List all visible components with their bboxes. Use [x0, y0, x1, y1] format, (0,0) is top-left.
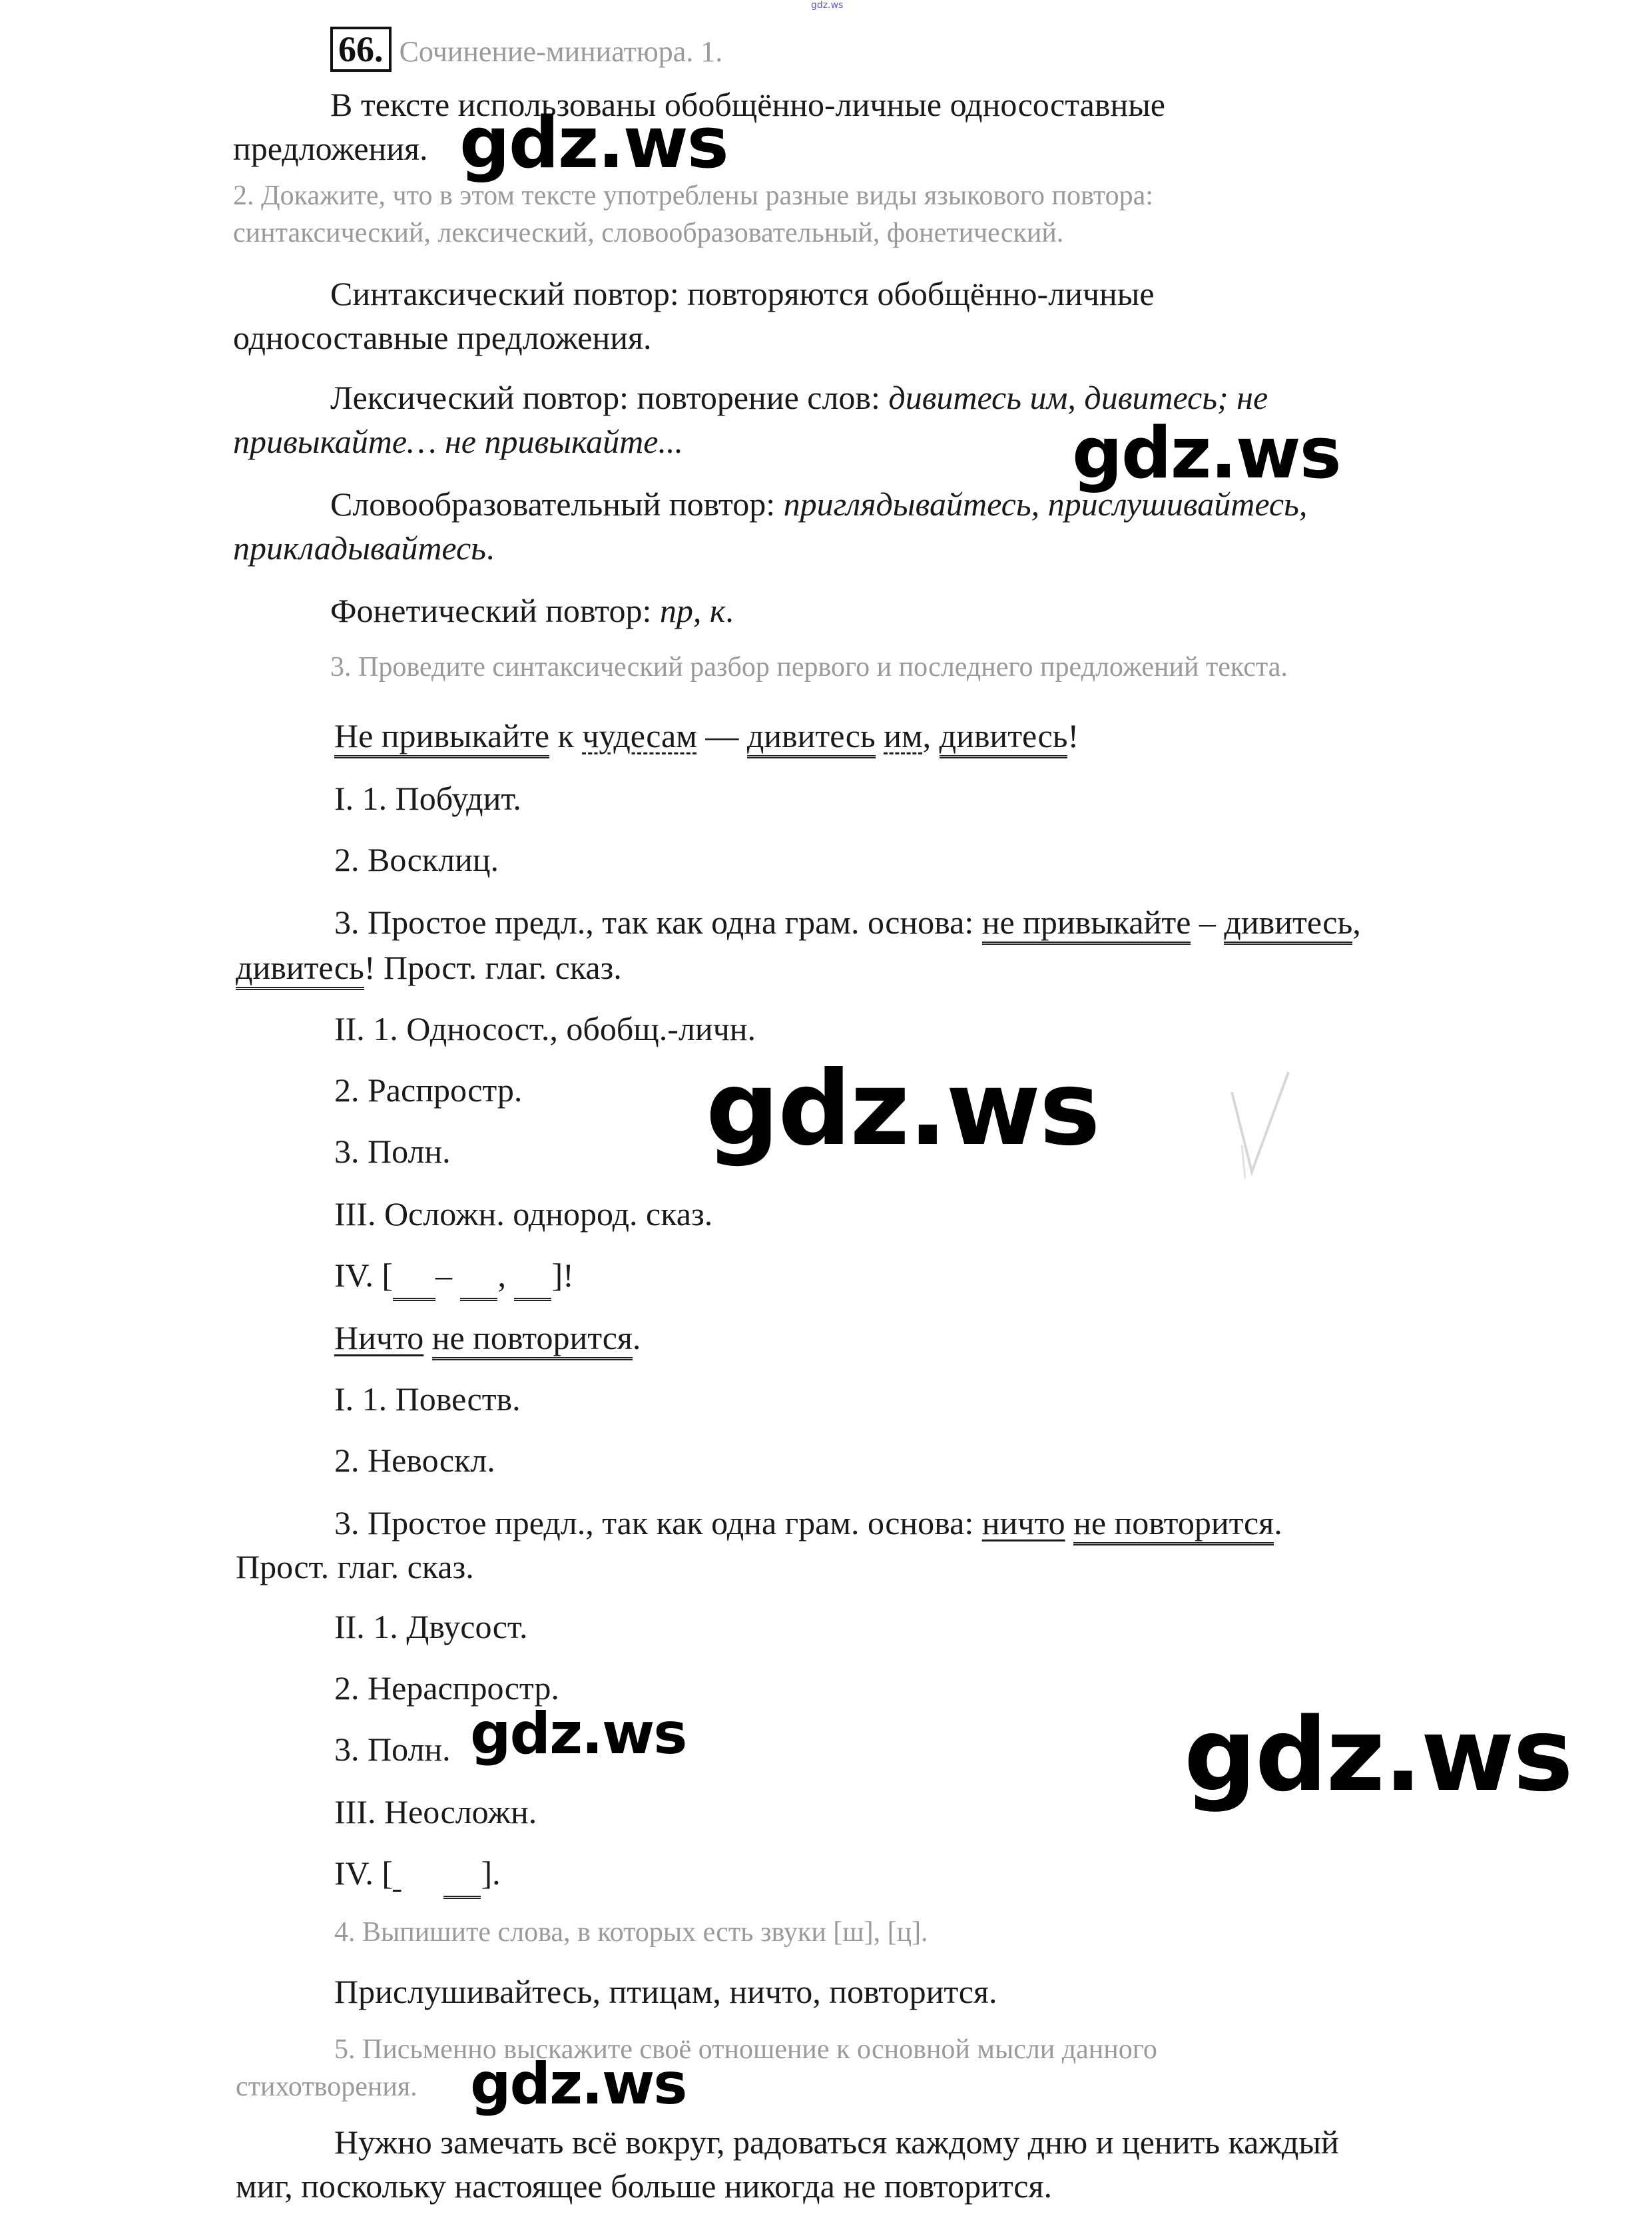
p1-line3b [236, 946, 622, 989]
p2-line5: 2. Нераспростр. [334, 1669, 559, 1707]
p1-line5: 2. Распростр. [334, 1071, 523, 1109]
s1-predicate1: Не привыкайте [334, 717, 549, 758]
p2-l8-open: IV. [ [334, 1854, 393, 1892]
p1-line6: 3. Полн. [334, 1133, 451, 1170]
p1-line1: I. 1. Побудит. [334, 780, 521, 817]
fon-label: Фонетический повтор: [330, 592, 660, 629]
s1-comma: , [922, 717, 940, 754]
fon-dot: . [725, 592, 734, 629]
s2-predicate: не повторится [432, 1319, 633, 1360]
answer5-line2: миг, поскольку настоящее больше никогда не повторится. [236, 2167, 1052, 2205]
p2-line1: I. 1. Повеств. [334, 1380, 521, 1418]
p2-line6: 3. Полн. [334, 1731, 451, 1768]
s1-dash: — [696, 717, 747, 754]
p1-l3-text: 3. Простое предл., так как одна грам. основа: [334, 904, 982, 941]
p1-l3-pred3: дивитесь [236, 949, 364, 990]
p1-l3-dash: – [1191, 904, 1225, 941]
answer1-line2: предложения. [233, 130, 428, 167]
p2-l8-blank2 [443, 1851, 481, 1899]
slovo-dot: . [485, 529, 495, 567]
p2-l8-close: ]. [481, 1854, 501, 1892]
s1-excl: ! [1067, 717, 1079, 754]
slovo-example1: приглядывайтесь, прислушивайтесь, [783, 485, 1308, 523]
s1-predicate2: дивитесь [747, 717, 876, 758]
watermark-3: gdz.ws [706, 1049, 1099, 1169]
p1-line8 [334, 1253, 574, 1301]
p1-line3 [334, 900, 1361, 944]
s1-space [876, 717, 884, 754]
top-mark: gdz.ws [811, 0, 844, 11]
answer5-line1: Нужно замечать всё вокруг, радоваться каждому дню и ценить каждый [334, 2123, 1339, 2161]
p2-line3 [334, 1501, 1282, 1545]
p2-l8-blank1 [393, 1851, 435, 1895]
p2-line2: 2. Невоскл. [334, 1442, 495, 1479]
p1-l8-open: IV. [ [334, 1256, 393, 1294]
s1-object1: чудесам [582, 717, 697, 754]
p2-l3-predicate: не повторится [1073, 1504, 1274, 1545]
lex-label: Лексический повтор: повторение слов: [330, 379, 889, 416]
p2-line4: II. 1. Двусост. [334, 1608, 528, 1645]
p1-l8-blank3 [514, 1253, 551, 1301]
task5-line2: стихотворения. [236, 2072, 417, 2102]
p2-line3b: Прост. глаг. сказ. [236, 1548, 474, 1585]
p1-line2: 2. Восклиц. [334, 841, 499, 878]
p1-line7: III. Осложн. однород. сказ. [334, 1195, 713, 1233]
p1-line4: II. 1. Односост., обобщ.-личн. [334, 1010, 756, 1047]
p1-l8-blank2 [460, 1253, 497, 1301]
p1-l8-dash: – [435, 1256, 461, 1294]
p2-l3-space [1065, 1504, 1074, 1541]
p2-l3-subject: ничто [981, 1504, 1065, 1541]
task2-line1: 2. Докажите, что в этом тексте употреблены разные виды языкового повтора: [233, 180, 1153, 211]
fon-example: пр, к [659, 592, 726, 629]
task1-text: Сочинение-миниатюра. 1. [399, 35, 723, 68]
answer1-line1: В тексте использованы обобщённо-личные односоставные [330, 86, 1166, 123]
sentence1 [334, 714, 1079, 758]
slovo-label: Словообразовательный повтор: [330, 485, 784, 523]
p1-l3-tail: ! Прост. глаг. сказ. [364, 949, 622, 986]
lex-example2: привыкайте… не привыкайте... [233, 423, 683, 460]
slovo-example2: прикладывайтесь [233, 529, 486, 567]
s1-object2: им [884, 717, 923, 754]
task-header [330, 27, 722, 72]
watermark-4: gdz.ws [470, 1701, 687, 1767]
synt-line1: Синтаксический повтор: повторяются обобщённо-личные [330, 275, 1155, 312]
s1-predicate3: дивитесь [940, 717, 1068, 758]
p2-l3-dot: . [1274, 1504, 1282, 1541]
p2-l8-sep [435, 1854, 444, 1892]
lex-line2 [233, 419, 683, 463]
watermark-5: gdz.ws [1184, 1696, 1572, 1814]
task4-text: 4. Выпишите слова, в которых есть звуки [ш], [ц]. [334, 1917, 928, 1948]
p1-l3-pred1: не привыкайте [982, 904, 1191, 945]
s2-subject: Ничто [334, 1319, 424, 1356]
s1-prep: к [549, 717, 583, 754]
synt-line2: односоставные предложения. [233, 319, 652, 356]
watermark-1: gdz.ws [459, 102, 728, 184]
task5-line1: 5. Письменно выскажите своё отношение к основной мысли данного [334, 2034, 1157, 2065]
slovo-line2 [233, 526, 494, 570]
task2-line2: синтаксический, лексический, словообразовательный, фонетический. [233, 218, 1064, 248]
p1-l8-blank1 [393, 1253, 435, 1301]
lex-example1: дивитесь им, дивитесь; не [888, 379, 1268, 416]
fon-line [330, 589, 734, 633]
watermark-2: gdz.ws [1072, 412, 1340, 494]
p1-l3-comma: , [1352, 904, 1361, 941]
p1-l8-close: ]! [551, 1256, 574, 1294]
p2-line8 [334, 1851, 501, 1899]
task3-text: 3. Проведите синтаксический разбор первого и последнего предложений текста. [330, 652, 1288, 683]
p1-l3-pred2: дивитесь [1224, 904, 1352, 945]
exercise-number: 66. [330, 27, 392, 72]
pencil-mark-icon [1225, 1065, 1298, 1199]
sentence2 [334, 1316, 641, 1360]
p2-l3-text: 3. Простое предл., так как одна грам. основа: [334, 1504, 982, 1541]
watermark-6: gdz.ws [470, 2051, 687, 2117]
answer4: Прислушивайтесь, птицам, ничто, повторится. [334, 1973, 997, 2010]
s2-space [423, 1319, 432, 1356]
p2-line7: III. Неосложн. [334, 1793, 537, 1830]
p1-l8-comma: , [497, 1256, 515, 1294]
s2-dot: . [632, 1319, 641, 1356]
